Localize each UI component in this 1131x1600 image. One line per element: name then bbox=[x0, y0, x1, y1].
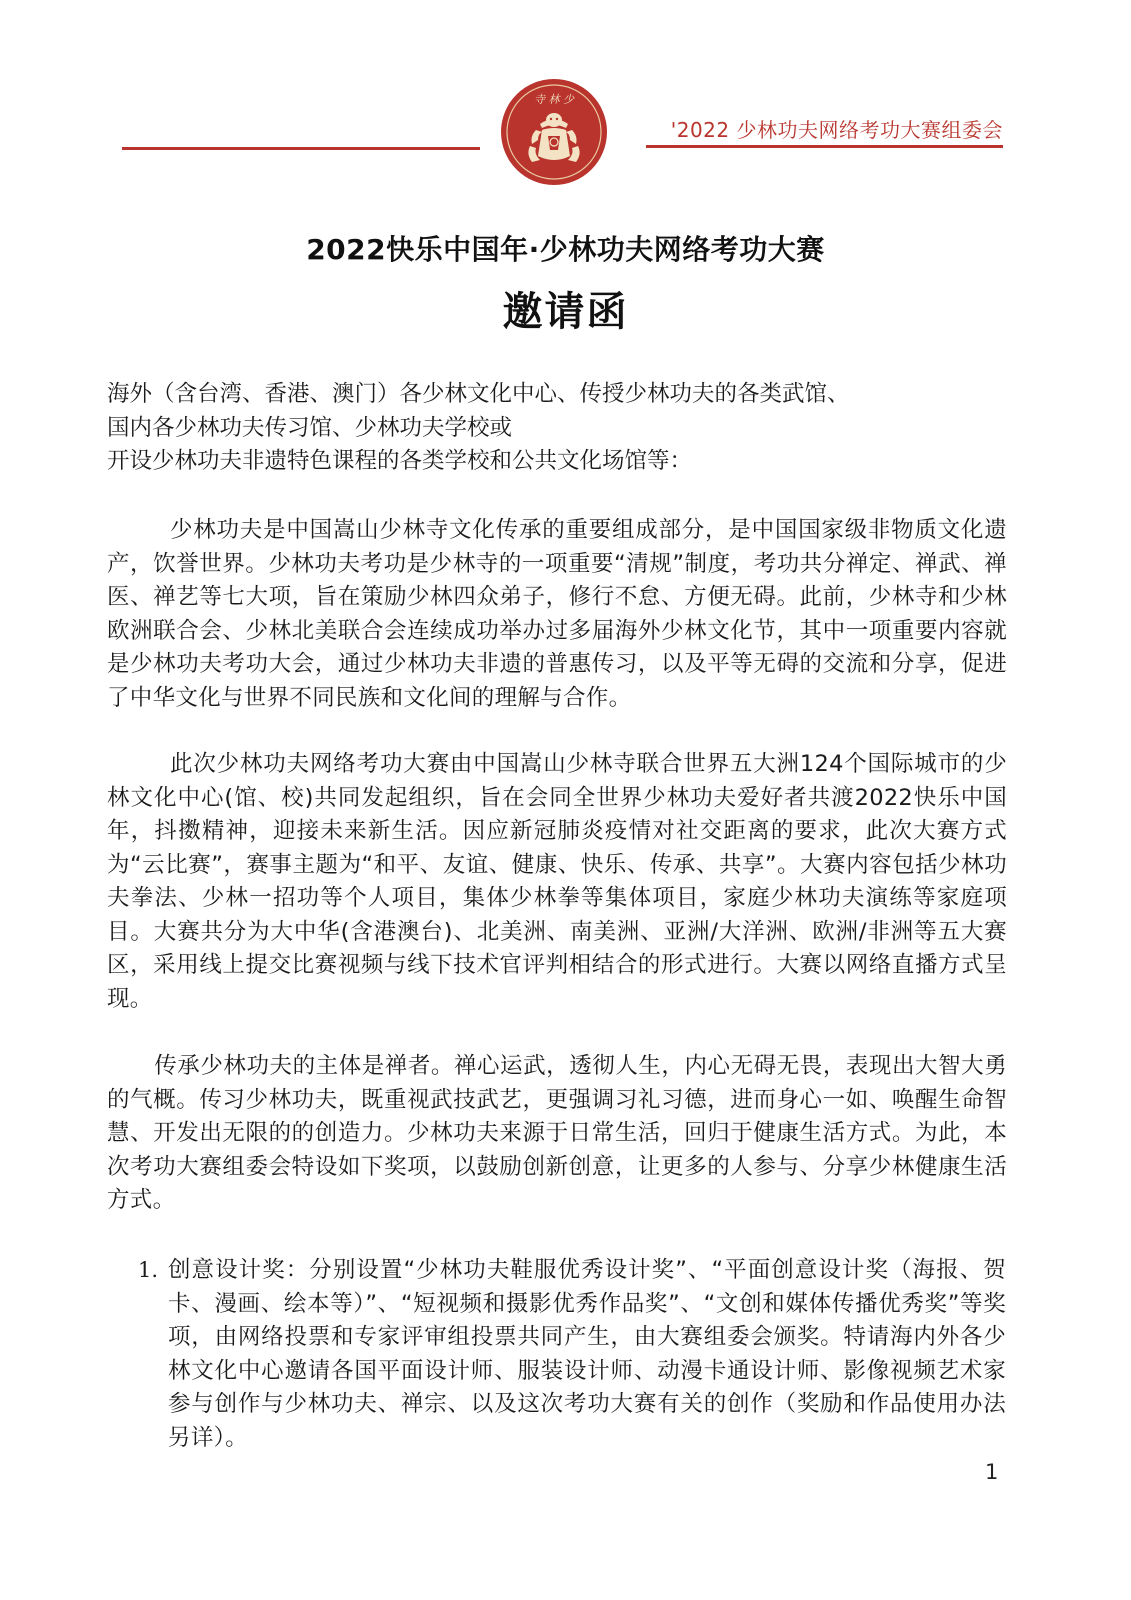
paragraph-awards-intro: 传承少林功夫的主体是禅者。禅心运武，透彻人生，内心无碍无畏，表现出大智大勇的气概。传习少林功夫，既重视武技武艺，更强调习礼习德，进而身心一如、唤醒生命智慧、开发出无限的的创造力。少林功夫来源于日常生活，回归于健康生活方式。为此，本次考功大赛组委会特设如下奖项，以鼓励创新创意，让更多的人参与、分享少林健康生活方式。 bbox=[107, 1053, 1007, 1213]
document-title: 2022快乐中国年·少林功夫网络考功大赛 bbox=[306, 233, 825, 266]
paragraph-intro: 少林功夫是中国嵩山少林寺文化传承的重要组成部分，是中国国家级非物质文化遗产，饮誉世界。少林功夫考功是少林寺的一项重要“清规”制度，考功共分禅定、禅武、禅医、禅艺等七大项，旨在策励少林四众弟子，修行不怠、方便无碍。此前，少林寺和少林欧洲联合会、少林北美联合会连续成功举办过多届海外少林文化节，其中一项重要内容就是少林功夫考功大会，通过少林功夫非遗的普惠传习，以及平等无碍的交流和分享，促进了中华文化与世界不同民族和文化间的理解与合作。 bbox=[107, 517, 1007, 711]
awards-list bbox=[138, 1254, 1006, 1455]
organizer-name: '2022 少林功夫网络考功大赛组委会 bbox=[670, 118, 1003, 142]
addressee-line: 国内各少林功夫传习馆、少林功夫学校或 bbox=[107, 414, 513, 441]
list-item bbox=[138, 1254, 1006, 1455]
list-item-text: 创意设计奖：分别设置“少林功夫鞋服优秀设计奖”、“平面创意设计奖（海报、贺卡、漫画、绘本等）”、“短视频和摄影优秀作品奖”、“文创和媒体传播优秀奖”等奖项，由网络投票和专家评审组投票共同产生，由大赛组委会颁奖。特请海内外各少林文化中心邀请各国平面设计师、服装设计师、动漫卡通设计师、影像视频艺术家参与创作与少林功夫、禅宗、以及这次考功大赛有关的创作（奖励和作品使用办法另详）。 bbox=[168, 1257, 1006, 1451]
seal-lettering: 寺 林 少 bbox=[534, 93, 574, 106]
paragraph-competition: 此次少林功夫网络考功大赛由中国嵩山少林寺联合世界五大洲124个国际城市的少林文化中心(馆、校)共同发起组织，旨在会同全世界少林功夫爱好者共渡2022快乐中国年，抖擞精神，迎接未来新生活。因应新冠肺炎疫情对社交距离的要求，此次大赛方式为“云比赛”，赛事主题为“和平、友谊、健康、快乐、传承、共享”。大赛内容包括少林功夫拳法、少林一招功等个人项目，集体少林拳等集体项目，家庭少林功夫演练等家庭项目。大赛共分为大中华(含港澳台)、北美洲、南美洲、亚洲/大洋洲、欧洲/非洲等五大赛区，采用线上提交比赛视频与线下技术官评判相结合的形式进行。大赛以网络直播方式呈现。 bbox=[107, 751, 1007, 1012]
page-number: 1 bbox=[985, 1460, 999, 1484]
addressee-block bbox=[107, 378, 1007, 479]
document-subtitle: 邀请函 bbox=[502, 289, 629, 335]
addressee-line: 开设少林功夫非遗特色课程的各类学校和公共文化场馆等： bbox=[107, 448, 693, 474]
header-rule-right bbox=[646, 145, 1003, 148]
shaolin-seal-logo bbox=[500, 78, 608, 186]
header-rule-left bbox=[122, 147, 480, 150]
list-item-number: 1. bbox=[138, 1258, 159, 1282]
addressee-line: 海外（含台湾、香港、澳门）各少林文化中心、传授少林功夫的各类武馆、 bbox=[107, 381, 850, 407]
